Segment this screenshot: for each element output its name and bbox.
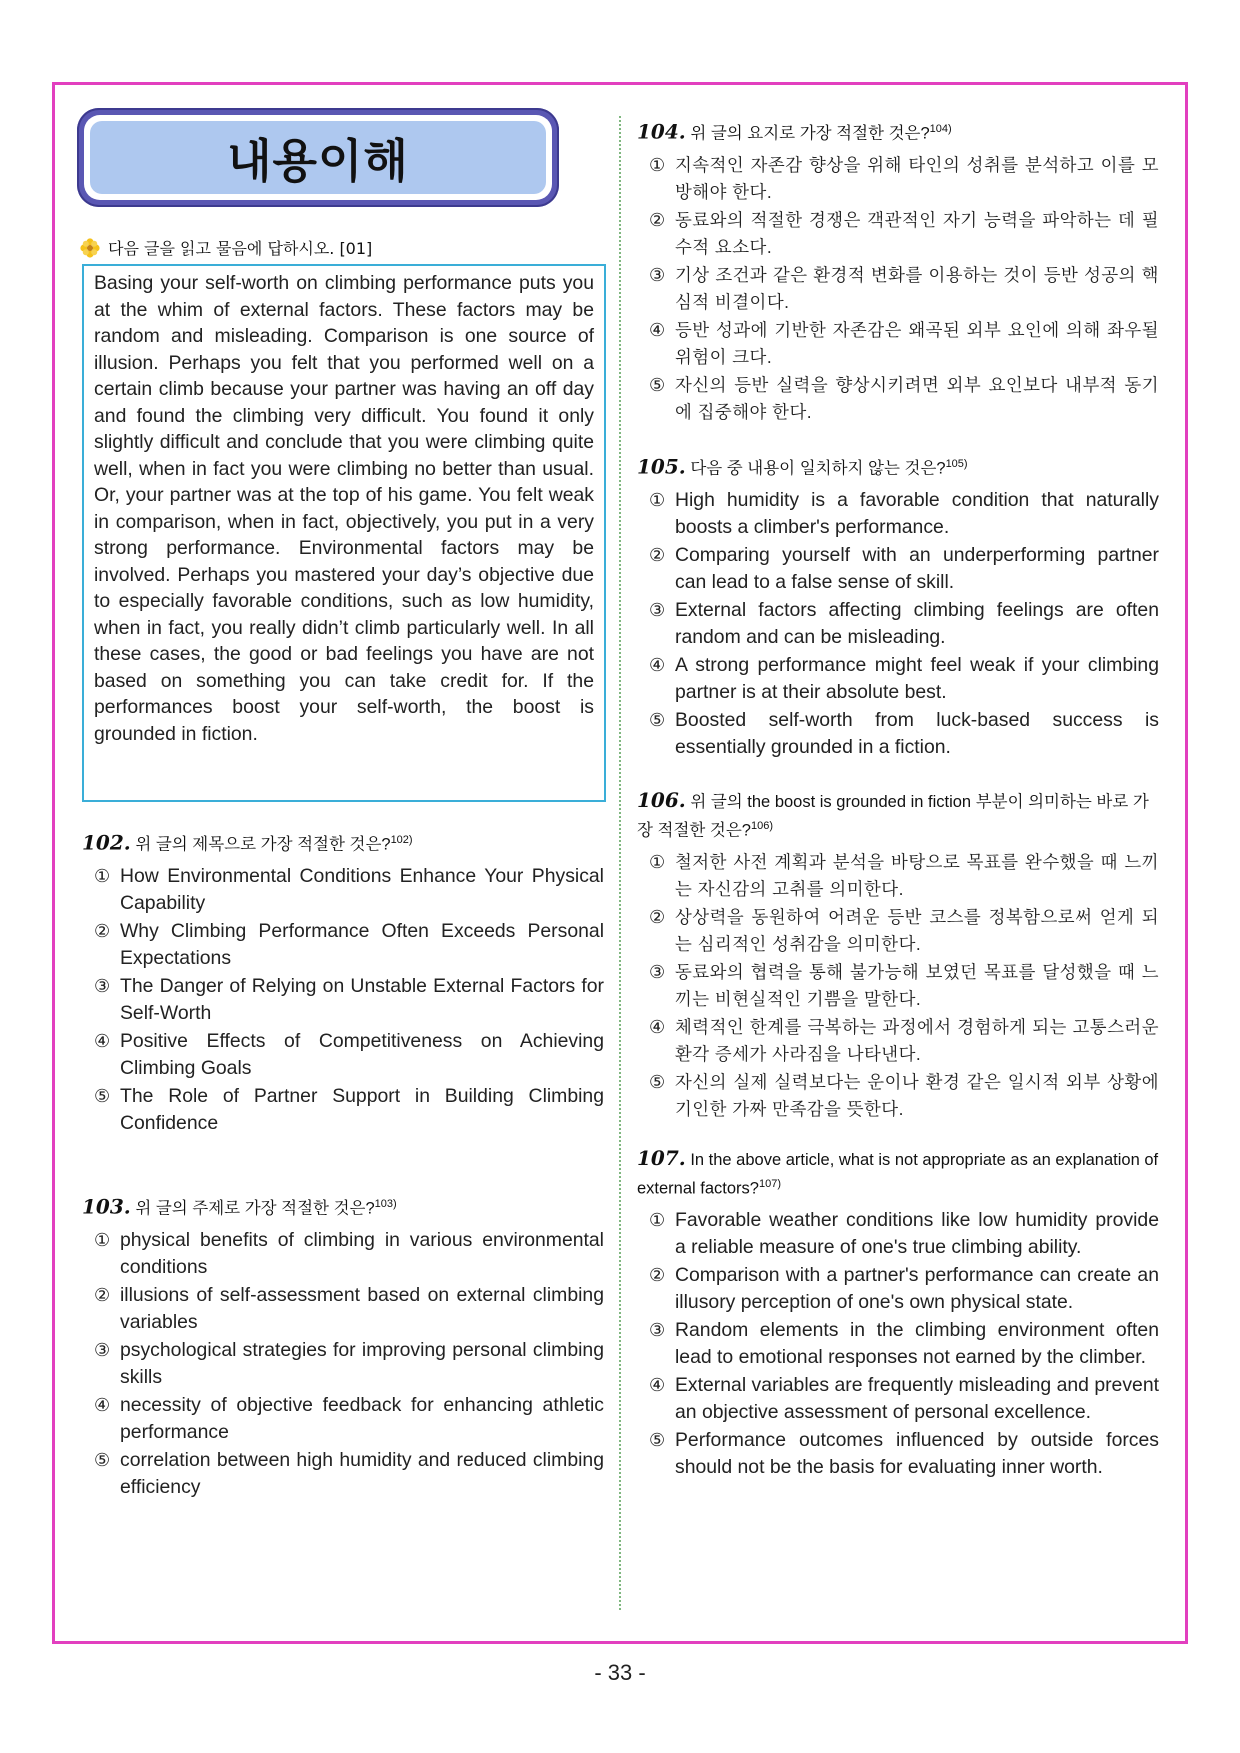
question-prompt: 다음 중 내용이 일치하지 않는 것은? — [690, 459, 946, 478]
question-ref: 104) — [929, 123, 952, 135]
question-103 — [82, 1192, 604, 1502]
question-ref: 102) — [390, 834, 413, 846]
option-4[interactable]: ④ Positive Effects of Competitiveness on Achieving Climbing Goals — [94, 1029, 604, 1079]
option-5[interactable]: ⑤ correlation between high humidity and reduced climbing efficiency — [94, 1448, 604, 1498]
question-number: 107. — [637, 1146, 686, 1170]
question-prompt: 위 글의 요지로 가장 적절한 것은? — [690, 124, 930, 143]
option-3[interactable]: ③ 기상 조건과 같은 환경적 변화를 이용하는 것이 등반 성공의 핵심적 비결이다. — [649, 264, 1159, 312]
option-3[interactable]: ③ External factors affecting climbing feelings are often random and can be misleading. — [649, 598, 1159, 648]
option-1[interactable]: ① physical benefits of climbing in various environmental conditions — [94, 1228, 604, 1278]
question-prompt: 위 글의 주제로 가장 적절한 것은? — [135, 1199, 375, 1218]
option-4[interactable]: ④ 체력적인 한계를 극복하는 과정에서 경험하게 되는 고통스러운 환각 증세가 사라짐을 나타낸다. — [649, 1016, 1159, 1064]
option-5[interactable]: ⑤ 자신의 등반 실력을 향상시키려면 외부 요인보다 내부적 동기에 집중해야 한다. — [649, 374, 1159, 422]
option-4[interactable]: ④ necessity of objective feedback for enhancing athletic performance — [94, 1393, 604, 1443]
option-1[interactable]: ① 지속적인 자존감 향상을 위해 타인의 성취를 분석하고 이를 모방해야 한다. — [649, 154, 1159, 202]
flower-icon — [80, 238, 100, 258]
question-number: 106. — [637, 788, 686, 812]
question-prompt: In the above article, what is not appropriate as an explanation of external factors? — [637, 1151, 1159, 1198]
instruction — [80, 236, 580, 259]
option-2[interactable]: ② Why Climbing Performance Often Exceeds Personal Expectations — [94, 919, 604, 969]
question-number: 105. — [637, 454, 686, 479]
option-4[interactable]: ④ External variables are frequently misleading and prevent an objective assessment of personal excellence. — [649, 1373, 1159, 1423]
question-ref: 103) — [374, 1198, 397, 1210]
option-5[interactable]: ⑤ The Role of Partner Support in Building Climbing Confidence — [94, 1084, 604, 1134]
option-2[interactable]: ② 동료와의 적절한 경쟁은 객관적인 자기 능력을 파악하는 데 필수적 요소다. — [649, 209, 1159, 257]
option-2[interactable]: ② Comparing yourself with an underperforming partner can lead to a false sense of skill. — [649, 543, 1159, 593]
question-ref: 106) — [750, 820, 774, 832]
question-105 — [637, 452, 1159, 762]
option-3[interactable]: ③ The Danger of Relying on Unstable External Factors for Self-Worth — [94, 974, 604, 1024]
question-107 — [637, 1146, 1159, 1482]
option-1[interactable]: ① Favorable weather conditions like low humidity provide a reliable measure of one's true climbing ability. — [649, 1208, 1159, 1258]
question-number: 102. — [82, 830, 131, 855]
section-title-badge — [77, 108, 559, 207]
section-title: 내용이해 — [90, 121, 546, 194]
option-5[interactable]: ⑤ 자신의 실제 실력보다는 운이나 환경 같은 일시적 외부 상황에 기인한 가짜 만족감을 뜻한다. — [649, 1071, 1159, 1119]
option-4[interactable]: ④ 등반 성과에 기반한 자존감은 왜곡된 외부 요인에 의해 좌우될 위험이 크다. — [649, 319, 1159, 367]
option-4[interactable]: ④ A strong performance might feel weak if your climbing partner is at their absolute best. — [649, 653, 1159, 703]
question-102 — [82, 828, 604, 1138]
option-3[interactable]: ③ Random elements in the climbing environment often lead to emotional responses not earned by the climber. — [649, 1318, 1159, 1368]
question-prompt: 위 글의 the boost is grounded in fiction 부분이 의미하는 바로 가장 적절한 것은? — [637, 793, 1149, 840]
question-number: 103. — [82, 1194, 131, 1219]
option-5[interactable]: ⑤ Performance outcomes influenced by outside forces should not be the basis for evaluating inner worth. — [649, 1428, 1159, 1478]
option-2[interactable]: ② illusions of self-assessment based on external climbing variables — [94, 1283, 604, 1333]
option-2[interactable]: ② Comparison with a partner's performance can create an illusory perception of one's own physical state. — [649, 1263, 1159, 1313]
option-1[interactable]: ① High humidity is a favorable condition that naturally boosts a climber's performance. — [649, 488, 1159, 538]
question-ref: 107) — [758, 1178, 782, 1190]
option-2[interactable]: ② 상상력을 동원하여 어려운 등반 코스를 정복함으로써 얻게 되는 심리적인 성취감을 의미한다. — [649, 906, 1159, 954]
option-1[interactable]: ① How Environmental Conditions Enhance Your Physical Capability — [94, 864, 604, 914]
page-number: - 33 - — [594, 1660, 646, 1685]
reading-passage: Basing your self-worth on climbing performance puts you at the whim of external factors. These factors may be random and misleading. Comparison is one source of illusion. Perhaps you felt that you performed well on a certain climb because your partner was having an off day and found the climbing very difficult. You found it only slightly difficult and conclude that you were climbing quite well, when in fact you were climbing no better than usual. Or, your partner was at the top of his game. You felt weak in comparison, when in fact, objectively, you put in a very strong performance. Environmental factors may be involved. Perhaps you mastered your day’s objective due to especially favorable conditions, such as low humidity, when in fact, you really didn’t climb particularly well. In all these cases, the good or bad feelings you have are not based on something you can take credit for. If the performances boost your self-worth, the boost is grounded in fiction. — [82, 264, 606, 802]
option-1[interactable]: ① 철저한 사전 계획과 분석을 바탕으로 목표를 완수했을 때 느끼는 자신감의 고취를 의미한다. — [649, 851, 1159, 899]
question-106 — [637, 788, 1159, 1124]
question-prompt: 위 글의 제목으로 가장 적절한 것은? — [135, 835, 391, 854]
question-ref: 105) — [945, 458, 968, 470]
instruction-text: 다음 글을 읽고 물음에 답하시오. [01] — [108, 239, 373, 258]
question-number: 104. — [637, 119, 686, 144]
option-5[interactable]: ⑤ Boosted self-worth from luck-based success is essentially grounded in a fiction. — [649, 708, 1159, 758]
option-3[interactable]: ③ psychological strategies for improving personal climbing skills — [94, 1338, 604, 1388]
option-3[interactable]: ③ 동료와의 협력을 통해 불가능해 보였던 목표를 달성했을 때 느끼는 비현실적인 기쁨을 말한다. — [649, 961, 1159, 1009]
question-104 — [637, 117, 1159, 427]
column-divider — [619, 116, 621, 1610]
